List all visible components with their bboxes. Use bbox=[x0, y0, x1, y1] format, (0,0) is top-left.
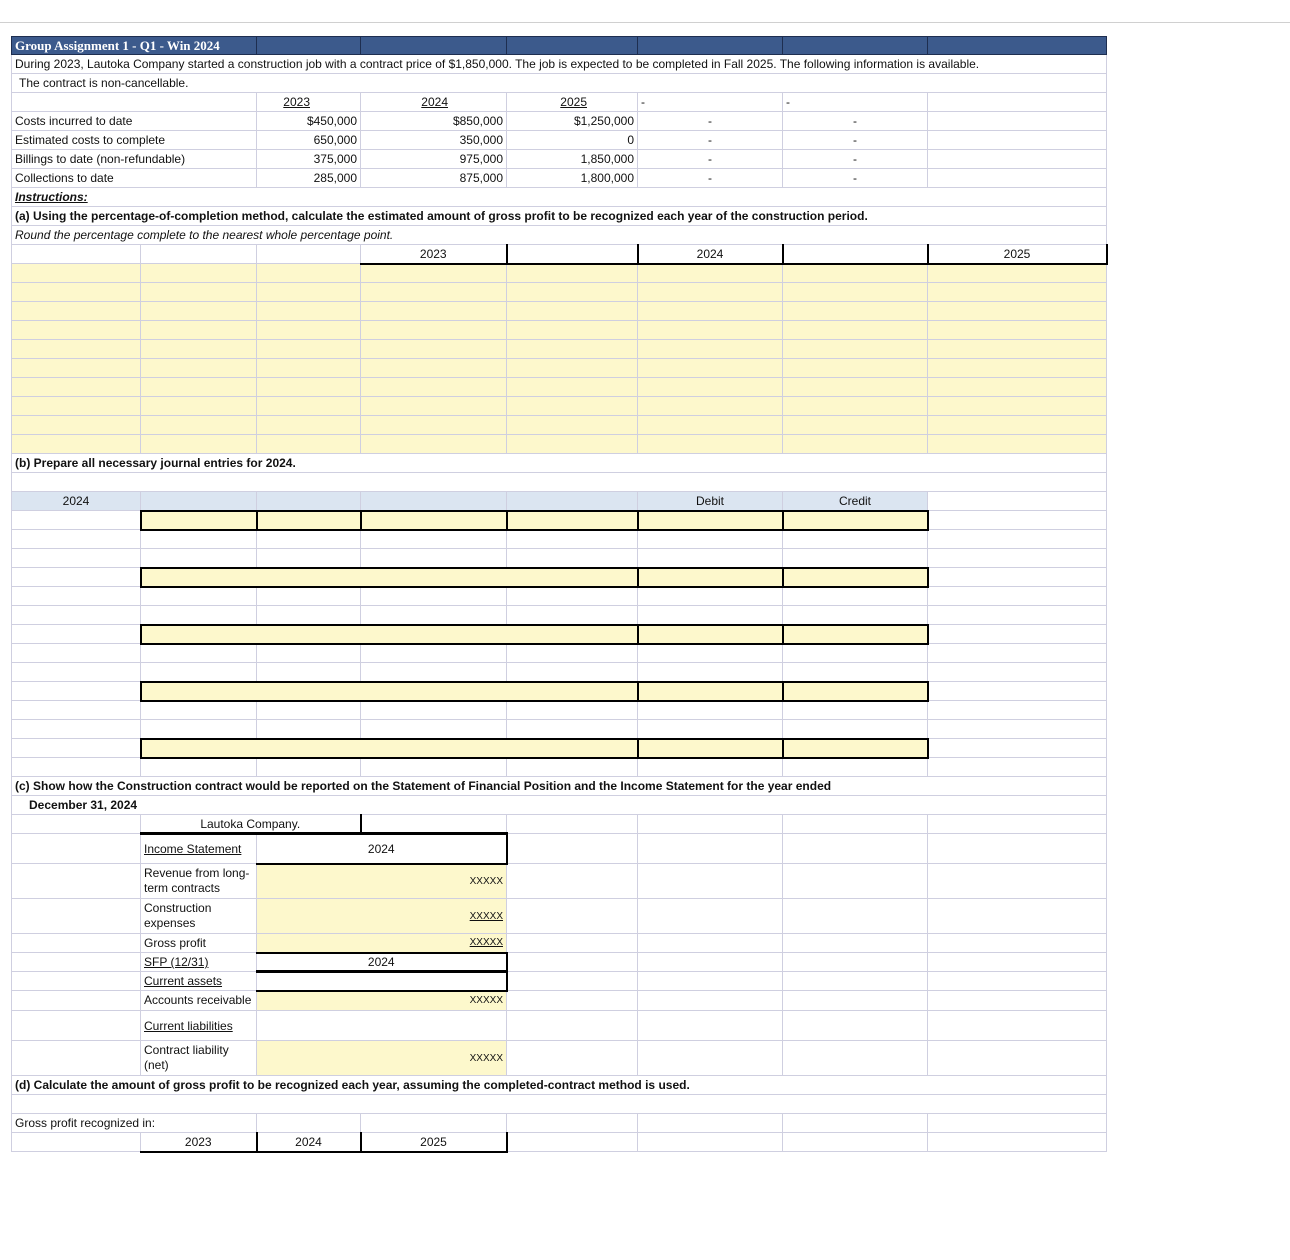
construction-expenses-cell[interactable]: XXXXX bbox=[257, 899, 507, 934]
sfp-year: 2024 bbox=[257, 953, 507, 972]
info-year-2023: 2023 bbox=[257, 93, 361, 112]
part-a-year-2023: 2023 bbox=[361, 245, 507, 264]
title-row bbox=[12, 37, 1107, 55]
income-statement-heading: Income Statement bbox=[141, 834, 257, 864]
debit-cell[interactable] bbox=[638, 625, 783, 644]
journal-account-cell[interactable] bbox=[141, 682, 638, 701]
is-year: 2024 bbox=[257, 834, 507, 864]
journal-account-cell[interactable] bbox=[141, 568, 638, 587]
info-years-row: 2023 2024 2025 - - bbox=[12, 93, 1107, 112]
part-a-years-row bbox=[12, 245, 1107, 264]
construction-expenses-label: Construction expenses bbox=[141, 899, 257, 934]
assignment-title: Group Assignment 1 - Q1 - Win 2024 bbox=[12, 37, 257, 55]
answer-cell[interactable] bbox=[12, 264, 141, 283]
credit-cell[interactable] bbox=[783, 682, 928, 701]
part-c-text-2: December 31, 2024 bbox=[12, 796, 1107, 815]
part-d-year-2025: 2025 bbox=[361, 1133, 507, 1152]
spreadsheet bbox=[11, 36, 1108, 1153]
top-divider bbox=[0, 22, 1290, 23]
part-d-year-2024: 2024 bbox=[257, 1133, 361, 1152]
journal-header-row bbox=[12, 492, 1107, 511]
debit-cell[interactable] bbox=[638, 739, 783, 758]
journal-year: 2024 bbox=[12, 492, 141, 511]
journal-account-cell[interactable] bbox=[141, 739, 638, 758]
part-d-year-2023: 2023 bbox=[141, 1133, 257, 1152]
gross-profit-label: Gross profit bbox=[141, 934, 257, 953]
info-row: Billings to date (non-refundable) 375,000 975,000 1,850,000 - - bbox=[12, 150, 1107, 169]
part-a-text: (a) Using the percentage-of-completion method, calculate the estimated amount of gross profit to be recognized each year of the construction period. bbox=[12, 207, 1107, 226]
revenue-cell[interactable]: XXXXX bbox=[257, 864, 507, 899]
info-label: Costs incurred to date bbox=[12, 112, 257, 131]
contract-liability-cell[interactable]: XXXXX bbox=[257, 1041, 507, 1076]
accounts-receivable-cell[interactable]: XXXXX bbox=[257, 991, 507, 1011]
part-d-years-row bbox=[12, 1133, 1107, 1152]
contract-liability-label: Contract liability (net) bbox=[141, 1041, 257, 1076]
revenue-label: Revenue from long-term contracts bbox=[141, 864, 257, 899]
info-label: Collections to date bbox=[12, 169, 257, 188]
debit-cell[interactable] bbox=[638, 568, 783, 587]
debit-cell[interactable] bbox=[638, 682, 783, 701]
current-assets-heading: Current assets bbox=[141, 972, 257, 991]
intro-line-2: The contract is non-cancellable. bbox=[12, 74, 1107, 93]
debit-cell[interactable] bbox=[638, 511, 783, 530]
instructions-label: Instructions: bbox=[12, 188, 1107, 207]
credit-cell[interactable] bbox=[783, 511, 928, 530]
credit-header: Credit bbox=[783, 492, 928, 511]
part-c-text-1: (c) Show how the Construction contract would be reported on the Statement of Financial Position and the Income Statement for the year ended bbox=[12, 777, 1107, 796]
info-year-2024: 2024 bbox=[361, 93, 507, 112]
info-label: Billings to date (non-refundable) bbox=[12, 150, 257, 169]
journal-account-cell[interactable] bbox=[141, 625, 638, 644]
info-label: Estimated costs to complete bbox=[12, 131, 257, 150]
sfp-heading: SFP (12/31) bbox=[141, 953, 257, 972]
credit-cell[interactable] bbox=[783, 739, 928, 758]
part-d-text: (d) Calculate the amount of gross profit to be recognized each year, assuming the completed-contract method is used. bbox=[12, 1076, 1107, 1095]
info-row: Costs incurred to date $450,000 $850,000 $1,250,000 - - bbox=[12, 112, 1107, 131]
debit-header: Debit bbox=[638, 492, 783, 511]
info-row: Estimated costs to complete 650,000 350,000 0 - - bbox=[12, 131, 1107, 150]
credit-cell[interactable] bbox=[783, 568, 928, 587]
gross-profit-cell[interactable]: XXXXX bbox=[257, 934, 507, 953]
current-liabilities-heading: Current liabilities bbox=[141, 1011, 257, 1041]
part-b-text: (b) Prepare all necessary journal entries for 2024. bbox=[12, 454, 1107, 473]
info-year-2025: 2025 bbox=[507, 93, 638, 112]
company-name: Lautoka Company. bbox=[141, 815, 361, 834]
accounts-receivable-label: Accounts receivable bbox=[141, 991, 257, 1011]
gross-profit-recognized-label: Gross profit recognized in: bbox=[12, 1114, 257, 1133]
intro-line-1: During 2023, Lautoka Company started a construction job with a contract price of $1,850,000. The job is expected to be completed in Fall 2025. The following information is available. bbox=[12, 55, 1107, 74]
info-row: Collections to date 285,000 875,000 1,800,000 - - bbox=[12, 169, 1107, 188]
credit-cell[interactable] bbox=[783, 625, 928, 644]
part-a-year-2025: 2025 bbox=[928, 245, 1107, 264]
journal-account-cell[interactable] bbox=[141, 511, 257, 530]
part-a-note: Round the percentage complete to the nearest whole percentage point. bbox=[12, 226, 1107, 245]
part-a-year-2024: 2024 bbox=[638, 245, 783, 264]
